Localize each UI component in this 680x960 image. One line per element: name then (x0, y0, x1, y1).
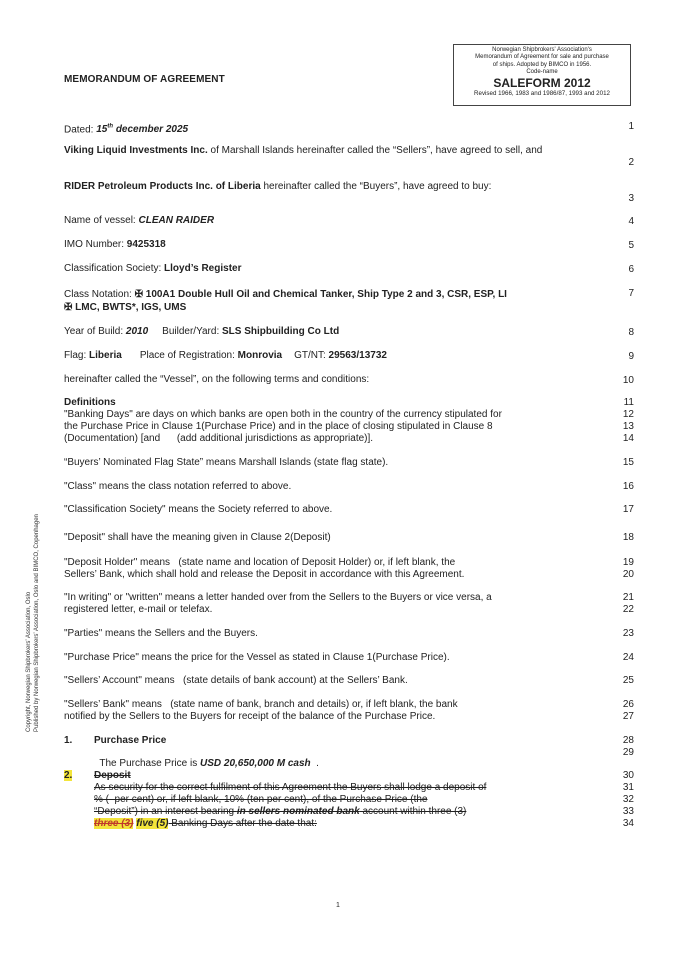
class-notation-line-2: ✠ LMC, BWTS*, IGS, UMS (64, 302, 187, 313)
def-in-writing-1: "In writing" or "written" means a letter handed over from the Sellers to the Buyers or vice versa, a (64, 592, 492, 603)
buyers-line: RIDER Petroleum Products Inc. of Liberia hereinafter called the “Buyers”, have agreed to buy: (64, 181, 492, 192)
line-number: 27 (622, 711, 634, 722)
def-deposit: "Deposit" shall have the meaning given in Clause 2(Deposit) (64, 532, 331, 543)
clause-2-line-1: As security for the correct fulfilment of this Agreement the Buyers shall lodge a deposit of (94, 782, 487, 793)
line-number: 31 (622, 782, 634, 793)
clause-2-line-3: “Deposit”) in an interest bearing in sellers nominated bank account within three (3) (94, 806, 467, 817)
class-notation-line: Class Notation: ✠ 100A1 Double Hull Oil and Chemical Tanker, Ship Type 2 and 3, CSR, ESP, LI (64, 289, 507, 300)
line-number: 28 (622, 735, 634, 746)
line-number: 10 (622, 375, 634, 386)
line-number: 24 (622, 652, 634, 663)
form-revised: Revised 1966, 1983 and 1986/87, 1993 and 2012 (474, 89, 610, 97)
line-number: 23 (622, 628, 634, 639)
def-class-society: "Classification Society" means the Society referred to above. (64, 504, 333, 515)
sellers-line: Viking Liquid Investments Inc. of Marshall Islands hereinafter called the “Sellers”, have agreed to sell, and (64, 145, 543, 156)
line-number: 20 (622, 569, 634, 580)
builder-yard: SLS Shipbuilding Co Ltd (222, 326, 340, 337)
line-number: 12 (622, 409, 634, 420)
copyright-sidebar (26, 502, 41, 732)
def-sellers-account: "Sellers’ Account" means (state details of bank account) at the Sellers’ Bank. (64, 675, 408, 686)
line-number: 16 (622, 481, 634, 492)
form-code-name: SALEFORM 2012 (493, 75, 591, 90)
box-line-3: of ships. Adopted by BIMCO in 1956. (492, 61, 592, 68)
vessel-name: CLEAN RAIDER (138, 215, 215, 226)
clause-2-line-4: three (3) five (5) Banking Days after the date that: (94, 818, 317, 829)
line-number: 11 (623, 397, 634, 408)
line-number: 1 (628, 121, 634, 132)
line-number: 18 (622, 532, 634, 543)
buyers-name: RIDER Petroleum Products Inc. of Liberia (64, 181, 261, 192)
five-days-insert: five (5) (136, 818, 169, 829)
year-of-build: 2010 (125, 326, 149, 337)
build-line: Year of Build: 2010 Builder/Yard: SLS Shipbuilding Co Ltd (64, 326, 340, 337)
line-number: 26 (622, 699, 634, 710)
line-number: 29 (622, 747, 634, 758)
nominated-bank-insert: in sellers nominated bank (236, 806, 360, 817)
line-number: 13 (622, 421, 634, 432)
line-number: 32 (622, 794, 634, 805)
box-line-2: Memorandum of Agreement for sale and purchase (475, 54, 609, 61)
def-sellers-bank-2: notified by the Sellers to the Buyers for receipt of the balance of the Purchase Price. (64, 711, 436, 722)
struck-three-days: three (3) (94, 818, 134, 829)
def-banking-1: "Banking Days" are days on which banks are open both in the country of the currency stipulated for (64, 409, 502, 420)
def-flag-state: “Buyers’ Nominated Flag State” means Marshall Islands (state flag state). (64, 457, 389, 468)
def-sellers-bank-1: "Sellers’ Bank" means (state name of bank, branch and details) or, if left blank, the bank (64, 699, 458, 710)
copyright-line-2: Published by Norwegian Shipbrokers’ Association, Oslo and BIMCO, Copenhagen (33, 514, 40, 732)
clause-2-heading: Deposit (94, 770, 131, 781)
document-title: MEMORANDUM OF AGREEMENT (64, 74, 225, 85)
line-number: 3 (628, 193, 634, 204)
clause-1-text: The Purchase Price is USD 20,650,000 M cash . (99, 758, 319, 769)
line-number: 5 (628, 240, 634, 251)
dated-value: 15th december 2025 (96, 124, 189, 136)
line-number: 2 (628, 157, 634, 168)
line-number: 22 (622, 604, 634, 615)
class-society-value: Lloyd’s Register (164, 263, 242, 274)
class-society-line: Classification Society: Lloyd’s Register (64, 263, 242, 274)
imo-number: 9425318 (126, 239, 166, 250)
def-deposit-holder-1: "Deposit Holder" means (state name and location of Deposit Holder) or, if left blank, the (64, 557, 456, 568)
line-number: 30 (622, 770, 634, 781)
definitions-heading: Definitions (64, 397, 116, 408)
box-line-4: Code-name (526, 69, 558, 76)
sellers-name: Viking Liquid Investments Inc. (64, 145, 208, 156)
def-parties: "Parties" means the Sellers and the Buyers. (64, 628, 258, 639)
line-number: 9 (628, 351, 634, 362)
line-number: 33 (622, 806, 634, 817)
imo-line: IMO Number: 9425318 (64, 239, 166, 250)
dated-label: Dated: (64, 124, 97, 136)
vessel-name-line: Name of vessel: CLEAN RAIDER (64, 215, 215, 226)
line-number: 25 (622, 675, 634, 686)
flag-value: Liberia (89, 350, 122, 361)
place-of-registration: Monrovia (237, 350, 283, 361)
line-number: 7 (628, 288, 634, 299)
dated-line (64, 121, 544, 136)
clause-2-line-2: % ( per cent) or, if left blank, 10% (ten per cent), of the Purchase Price (the (94, 794, 428, 805)
line-number: 15 (622, 457, 634, 468)
box-line-1: Norwegian Shipbrokers' Association's (492, 47, 592, 53)
hereinafter-line: hereinafter called the “Vessel”, on the following terms and conditions: (64, 374, 370, 385)
def-banking-3: (Documentation) [and (add additional jurisdictions as appropriate)]. (64, 433, 374, 444)
line-number: 8 (628, 327, 634, 338)
def-class: "Class" means the class notation referred to above. (64, 481, 292, 492)
class-notation-value: ✠ 100A1 Double Hull Oil and Chemical Tanker, Ship Type 2 and 3, CSR, ESP, LI (134, 289, 507, 300)
copyright-line-1: Copyright, Norwegian Shipbrokers’ Association, Oslo (26, 591, 32, 732)
gt-nt: 29563/13732 (328, 350, 387, 361)
clause-1-number: 1. (64, 735, 73, 746)
clause-2-number: 2. (64, 770, 73, 781)
def-banking-2: the Purchase Price in Clause 1(Purchase Price) and in the place of closing stipulated in Clause 8 (64, 421, 493, 432)
clause-1-heading: Purchase Price (94, 735, 167, 746)
line-number: 19 (622, 557, 634, 568)
purchase-price-value: USD 20,650,000 M cash (200, 758, 311, 769)
def-purchase-price: "Purchase Price" means the price for the Vessel as stated in Clause 1(Purchase Price). (64, 652, 450, 663)
line-number: 34 (622, 818, 634, 829)
flag-line: Flag: Liberia Place of Registration: Monrovia GT/NT: 29563/13732 (64, 350, 387, 361)
line-number: 21 (622, 592, 634, 603)
line-number: 17 (622, 504, 634, 515)
line-number: 14 (622, 433, 634, 444)
line-number: 4 (628, 216, 634, 227)
def-deposit-holder-2: Sellers’ Bank, which shall hold and release the Deposit in accordance with this Agreement. (64, 569, 465, 580)
line-number: 6 (628, 264, 634, 275)
form-info-box (453, 44, 631, 106)
def-in-writing-2: registered letter, e-mail or telefax. (64, 604, 213, 615)
page-number: 1 (336, 902, 340, 909)
